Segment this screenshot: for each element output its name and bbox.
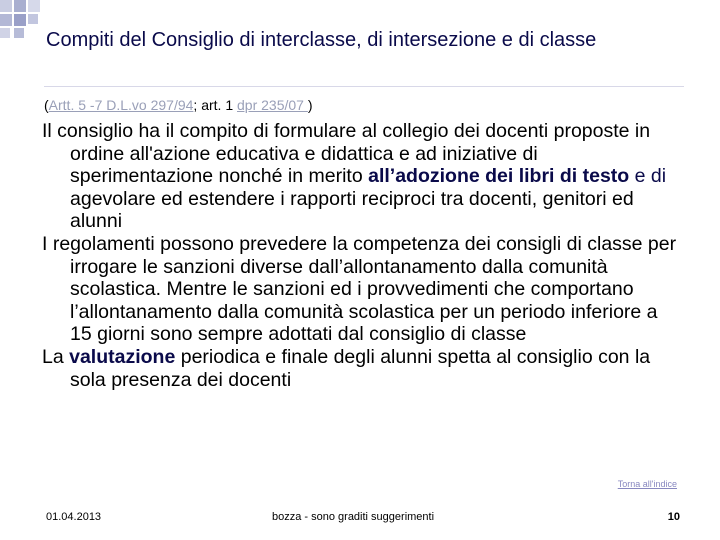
slide-title: Compiti del Consiglio di interclasse, di intersezione e di classe bbox=[46, 29, 597, 51]
paragraph-text: periodica e finale degli alunni spetta al consiglio con la sola presenza dei docenti bbox=[70, 345, 651, 391]
reference-link-dlvo[interactable]: Artt. 5 -7 D.L.vo 297/94 bbox=[48, 97, 194, 113]
paragraph-regolamenti: I regolamenti possono prevedere la competenza dei consigli di classe per irrogare le sanzioni diverse dall’allontanamento dalla comunità scolastica. Mentre le sanzioni ed i provvedimenti che comportano l’allontanamento dalla comunità scolastica per un periodo inferiore a 15 giorni sono sempre adottati dal consiglio di classe bbox=[42, 232, 677, 346]
paragraph-valutazione bbox=[42, 346, 682, 391]
title-divider bbox=[44, 86, 684, 87]
page-number: 10 bbox=[667, 511, 680, 523]
paragraph-text: di bbox=[650, 165, 667, 188]
legal-reference bbox=[44, 96, 313, 114]
highlight-valutazione: valutazione bbox=[69, 345, 176, 368]
reference-link-dpr[interactable]: dpr 235/07 bbox=[237, 97, 308, 113]
footer-note: bozza - sono graditi suggerimenti bbox=[272, 511, 435, 523]
back-to-index-link[interactable]: Torna all'indice bbox=[617, 479, 677, 489]
reference-middle-text: ; art. 1 bbox=[193, 97, 237, 113]
paragraph-text: La bbox=[42, 345, 70, 368]
paragraph-text: e bbox=[629, 165, 651, 188]
paragraph-text: Il consiglio ha il compito di formulare al collegio dei docenti proposte in ordine all'azione educativa e didattica e ad iniziative di sperimentazione nonché in merito bbox=[42, 120, 651, 188]
reference-open-paren: ( bbox=[44, 97, 49, 113]
reference-close-paren: ) bbox=[307, 97, 313, 113]
paragraph-consiglio-compito bbox=[42, 120, 682, 233]
paragraph-text: agevolare ed estendere i rapporti reciproci tra docenti, genitori ed alunni bbox=[70, 187, 634, 233]
highlight-libri-di-testo: all’adozione dei libri di testo bbox=[368, 165, 630, 188]
footer-date: 01.04.2013 bbox=[46, 511, 102, 523]
slide-body bbox=[42, 120, 682, 391]
